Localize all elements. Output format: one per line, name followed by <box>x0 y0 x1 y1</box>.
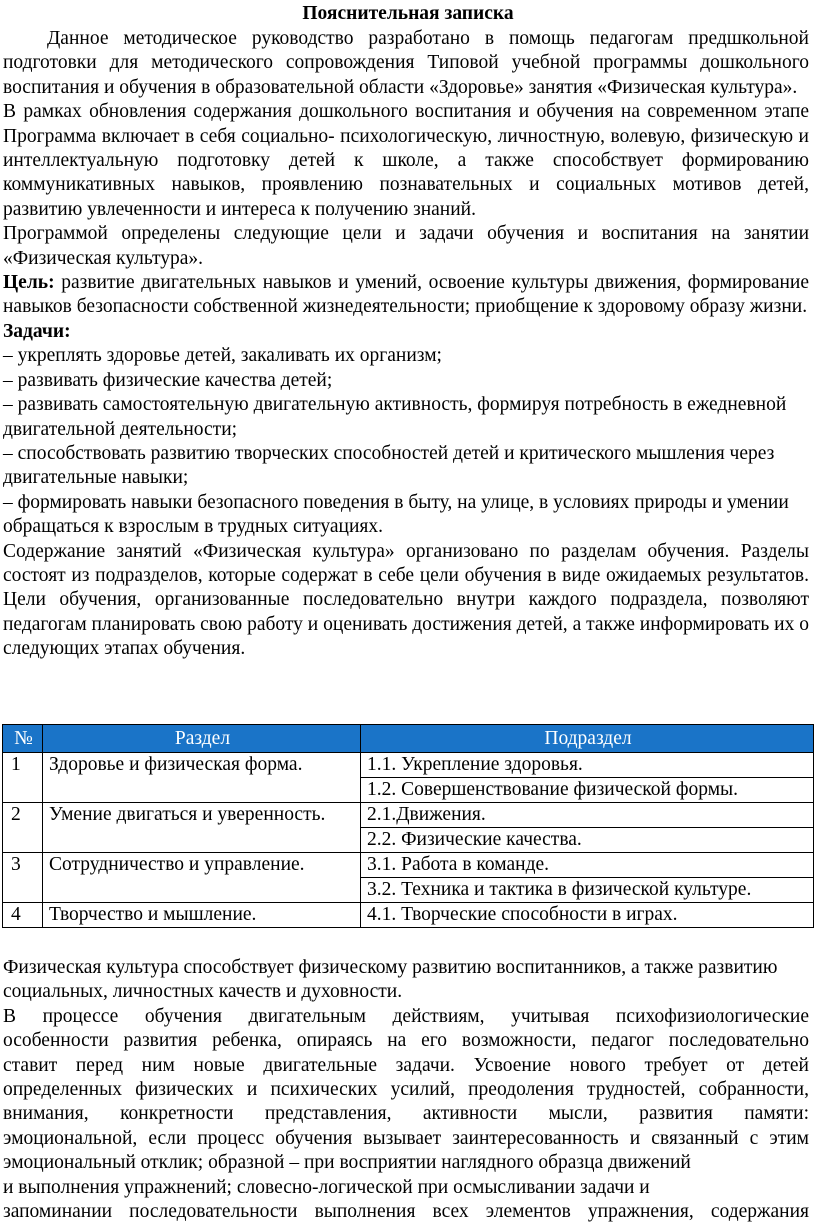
table-row <box>3 803 814 828</box>
table-row <box>3 753 814 778</box>
row-subsection: 1.2. Совершенствование физической формы. <box>361 778 814 803</box>
row-subsection: 3.2. Техника и тактика в физической культуре. <box>361 878 814 903</box>
row-number: 4 <box>3 903 43 928</box>
paragraph-goal <box>3 271 809 320</box>
tasks-heading: Задачи: <box>3 320 71 342</box>
document-title: Пояснительная записка <box>302 3 514 24</box>
row-subsection: 2.2. Физические качества. <box>361 828 814 853</box>
header-subsection: Подраздел <box>361 725 814 753</box>
text-line: внимания, конкретности представления, активности мысли, развития памяти: <box>3 1103 809 1125</box>
table-row <box>3 903 814 928</box>
goal-label: Цель: <box>3 272 55 294</box>
outro-section <box>3 956 809 1224</box>
paragraph-physical-culture: Физическая культура способствует физическому развитию воспитанников, а также развитию социальных, личностных качеств и духовности. <box>3 957 778 1003</box>
task-item: – формировать навыки безопасного поведения в быту, на улице, в условиях природы и умении обращаться к взрослым в трудных ситуациях. <box>3 491 789 538</box>
text-line: запоминании последовательности выполнения всех элементов упражнения, содержания <box>3 1201 809 1223</box>
row-subsection: 1.1. Укрепление здоровья. <box>361 753 814 778</box>
text-line: определенных физических и психических усилий, преодоления трудностей, собранности, <box>3 1079 809 1101</box>
header-number: № <box>3 725 43 753</box>
text-line: и выполнения упражнений; словесно-логической при осмысливании задачи и <box>3 1176 650 1198</box>
paragraph-learning-process <box>3 1005 809 1225</box>
row-section: Творчество и мышление. <box>43 903 361 928</box>
paragraph-structure: Содержание занятий «Физическая культура» организовано по разделам обучения. Разделы состоят из подразделов, которые содержат в себе цели обучения в виде ожидаемых результатов. Цели обучения, организованные последовательно внутри каждого подраздела, позволяют педагогам планировать свою работу и оценивать достижения детей, а также информировать их о следующих этапах обучения. <box>3 540 809 660</box>
task-item: – способствовать развитию творческих способностей детей и критического мышления через двигательные навыки; <box>3 442 775 489</box>
text-line: В процессе обучения двигательным действиям, учитывая психофизиологические <box>3 1005 809 1027</box>
text-line: особенности развития ребенка, опираясь на его возможности, педагог последовательно <box>3 1030 809 1052</box>
row-section: Умение двигаться и уверенность. <box>43 803 361 853</box>
row-section: Сотрудничество и управление. <box>43 853 361 903</box>
paragraph-program-content: В рамках обновления содержания дошкольного воспитания и обучения на современном этапе Программа включает в себя социально- психологическую, личностную, волевую, физическую и интеллектуальную подготовку детей к школе, а также способствует формированию коммуникативных навыков, проявлению познавательных и социальных мотивов детей, развитию увлеченности и интереса к получению знаний. <box>3 101 809 220</box>
text-line: ставит перед ним новые двигательные задачи. Усвоение нового требует от детей <box>3 1054 809 1076</box>
row-section: Здоровье и физическая форма. <box>43 753 361 803</box>
table-row <box>3 853 814 878</box>
table-header-row <box>3 725 814 753</box>
text-line: эмоциональный отклик; образной – при восприятии наглядного образца движений <box>3 1152 691 1174</box>
goal-text: развитие двигательных навыков и умений, освоение культуры движения, формирование навыков безопасности собственной жизнедеятельности; приобщение к здоровому образу жизни. <box>3 272 809 318</box>
task-item: – развивать самостоятельную двигательную активность, формируя потребность в ежедневной двигательной деятельности; <box>3 394 787 440</box>
row-subsection: 4.1. Творческие способности в играх. <box>361 903 814 928</box>
paragraph-goals-intro: Программой определены следующие цели и задачи обучения и воспитания на занятии «Физическая культура». <box>3 223 809 269</box>
paragraph-purpose: Данное методическое руководство разработано в помощь педагогам предшкольной подготовки для методического сопровождения Типовой учебной программы дошкольного воспитания и обучения в образовательной области «Здоровье» занятия «Физическая культура». <box>3 28 809 98</box>
header-section: Раздел <box>43 725 361 753</box>
text-line: эмоциональной, если процесс обучения вызывает заинтересованность и связанный с этим <box>3 1127 809 1149</box>
intro-section <box>3 27 809 662</box>
row-number: 2 <box>3 803 43 853</box>
row-subsection: 2.1.Движения. <box>361 803 814 828</box>
row-subsection: 3.1. Работа в команде. <box>361 853 814 878</box>
task-item: – укреплять здоровье детей, закаливать их организм; <box>3 345 442 367</box>
task-item: – развивать физические качества детей; <box>3 369 333 391</box>
sections-table <box>2 724 814 928</box>
sections-table-wrapper <box>2 724 813 928</box>
row-number: 1 <box>3 753 43 803</box>
row-number: 3 <box>3 853 43 903</box>
